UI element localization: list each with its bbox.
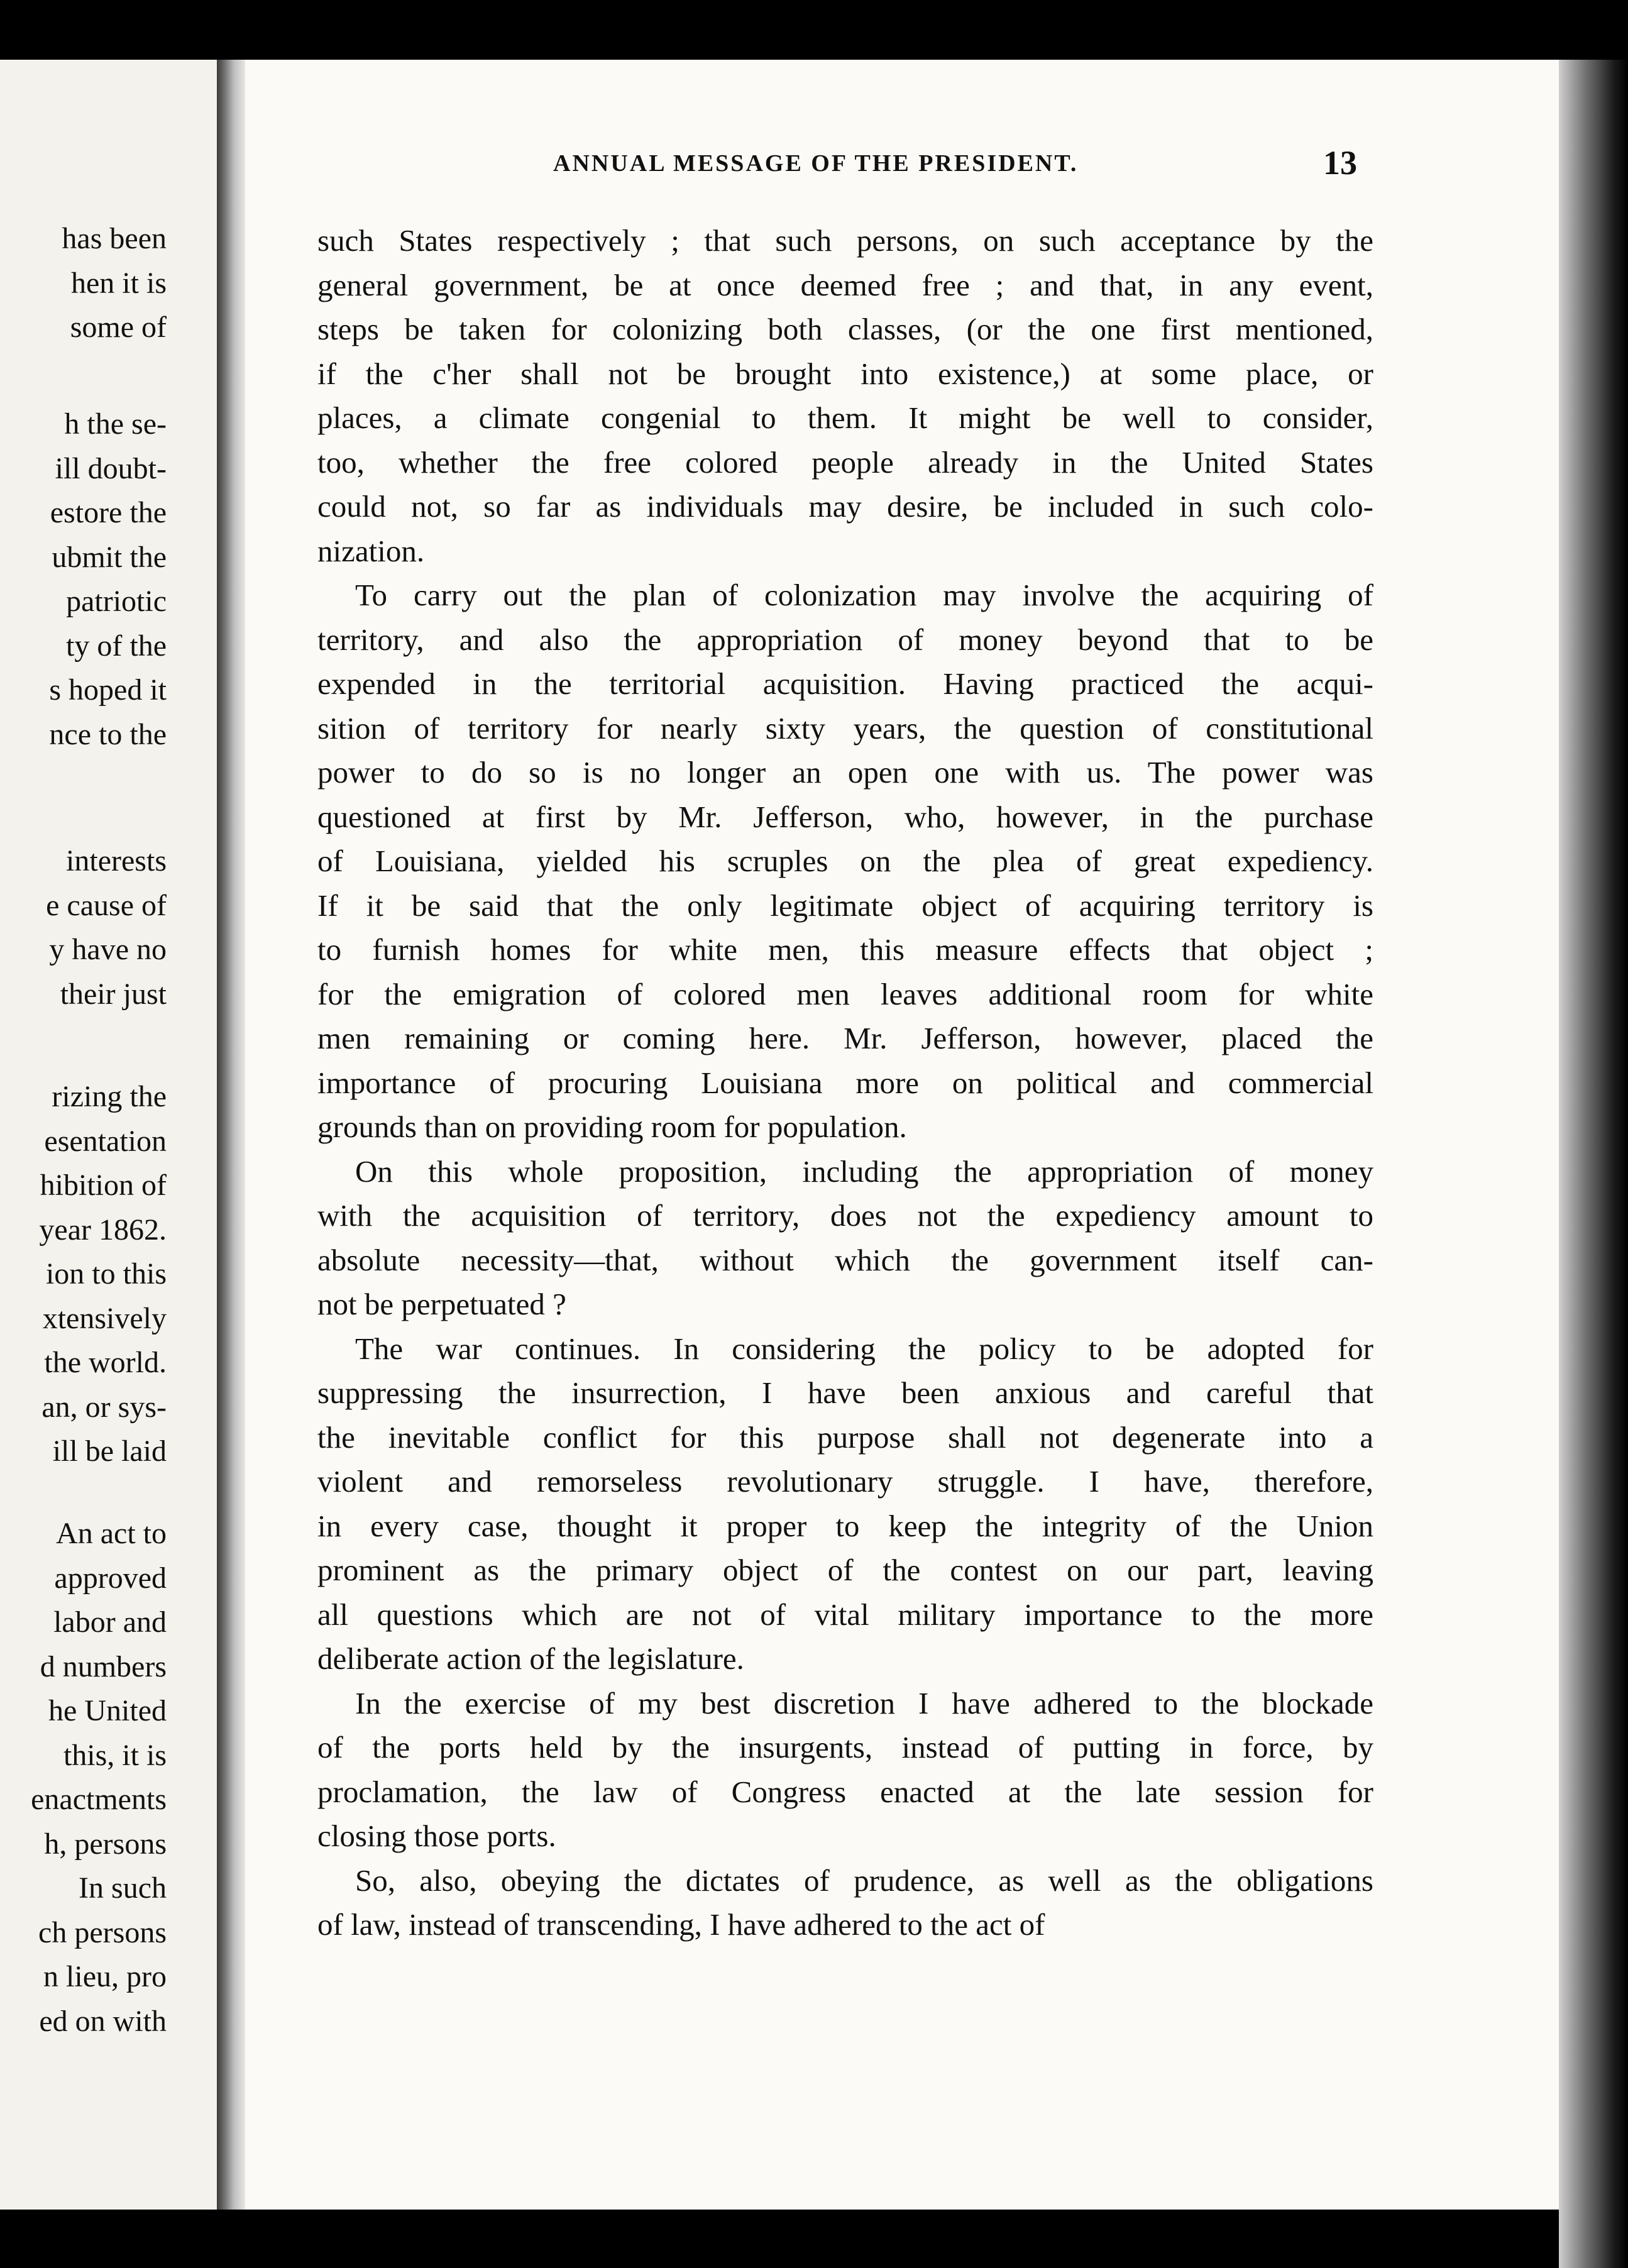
facing-page-line: ill be laid <box>52 1434 167 1468</box>
paragraph <box>317 1150 1373 1327</box>
text-line: could not, so far as individuals may desire, be included in such colo- <box>317 489 1373 524</box>
facing-page-line: some of <box>70 311 167 344</box>
paragraph <box>317 1682 1373 1859</box>
text-line: of law, instead of transcending, I have adhered to the act of <box>317 1907 1045 1942</box>
facing-page-line: an, or sys- <box>41 1390 167 1424</box>
facing-page-line: this, it is <box>63 1738 167 1772</box>
text-line: The war continues. In considering the policy to be adopted for <box>355 1331 1373 1366</box>
text-line: steps be taken for colonizing both classes, (or the one first mentioned, <box>317 312 1373 346</box>
text-line: of Louisiana, yielded his scruples on the plea of great expediency. <box>317 844 1373 878</box>
text-line: to furnish homes for white men, this measure effects that object ; <box>317 932 1373 967</box>
body-text <box>317 219 1373 1947</box>
running-head: ANNUAL MESSAGE OF THE PRESIDENT. <box>553 150 1079 177</box>
facing-page-line: In such <box>79 1871 167 1905</box>
text-line: of the ports held by the insurgents, instead of putting in force, by <box>317 1730 1373 1764</box>
paragraph <box>317 573 1373 1150</box>
left-fragment-block-4 <box>39 1075 167 1474</box>
text-line: To carry out the plan of colonization may involve the acquiring of <box>355 578 1373 612</box>
facing-page-line: estore the <box>50 496 167 529</box>
facing-page-line: ed on with <box>39 2004 167 2038</box>
text-line: suppressing the insurrection, I have been anxious and careful that <box>317 1375 1373 1410</box>
book-gutter <box>217 60 245 2210</box>
text-line: grounds than on providing room for population. <box>317 1109 907 1144</box>
facing-page-line: h the se- <box>64 407 167 441</box>
text-line: importance of procuring Louisiana more on political and commercial <box>317 1065 1373 1100</box>
text-line: In the exercise of my best discretion I have adhered to the blockade <box>355 1685 1373 1720</box>
text-line: sition of territory for nearly sixty years, the question of constitutional <box>317 710 1373 746</box>
text-line: such States respectively ; that such persons, on such acceptance by the <box>317 223 1373 258</box>
facing-page-line: enactments <box>31 1783 167 1816</box>
facing-page-line: d numbers <box>40 1649 167 1683</box>
text-line: not be perpetuated ? <box>317 1287 566 1321</box>
facing-page-line: s hoped it <box>49 673 167 707</box>
facing-page-line: ty of the <box>66 629 167 663</box>
text-line: violent and remorseless revolutionary struggle. I have, therefore, <box>317 1464 1373 1499</box>
paragraph <box>317 219 1373 573</box>
facing-page-left <box>0 60 217 2210</box>
text-line: men remaining or coming here. Mr. Jefferson, however, placed the <box>317 1021 1373 1055</box>
facing-page-line: approved <box>54 1561 167 1595</box>
facing-page-line: ubmit the <box>52 540 167 574</box>
text-line: power to do so is no longer an open one with us. The power was <box>317 755 1373 790</box>
facing-page-line: the world. <box>44 1346 167 1379</box>
text-line: closing those ports. <box>317 1819 556 1853</box>
left-fragment-block-5 <box>31 1512 167 2044</box>
left-fragment-block-2 <box>49 402 167 757</box>
text-line: all questions which are not of vital military importance to the more <box>317 1597 1373 1632</box>
text-line: general government, be at once deemed free ; and that, in any event, <box>317 267 1373 302</box>
left-fragment-block-3 <box>46 839 167 1016</box>
text-line: in every case, thought it proper to keep the integrity of the Union <box>317 1508 1373 1543</box>
facing-page-line: ch persons <box>38 1915 167 1949</box>
text-line: nization. <box>317 533 425 568</box>
text-line: absolute necessity—that, without which the government itself can- <box>317 1242 1373 1277</box>
text-line: On this whole proposition, including the appropriation of money <box>355 1153 1373 1189</box>
facing-page-line: h, persons <box>44 1827 167 1861</box>
text-line: proclamation, the law of Congress enacted at the late session for <box>317 1774 1373 1809</box>
facing-page-line: y have no <box>49 933 167 966</box>
facing-page-line: nce to the <box>49 717 167 751</box>
scan-bottom-border <box>0 2210 1559 2268</box>
text-line: the inevitable conflict for this purpose shall not degenerate into a <box>317 1419 1373 1455</box>
facing-page-line: ill doubt- <box>55 451 167 485</box>
facing-page-line: interests <box>66 844 167 878</box>
facing-page-line: xtensively <box>42 1301 167 1335</box>
facing-page-line: has been <box>62 222 167 255</box>
text-line: places, a climate congenial to them. It might be well to consider, <box>317 400 1373 435</box>
text-line: So, also, obeying the dictates of prudence, as well as the obligations <box>355 1863 1373 1898</box>
facing-page-line: year 1862. <box>39 1213 167 1247</box>
text-line: territory, and also the appropriation of money beyond that to be <box>317 622 1373 657</box>
left-fragment-block-1 <box>62 217 167 350</box>
facing-page-line: ion to this <box>45 1257 167 1291</box>
page-number: 13 <box>1323 144 1357 182</box>
text-line: If it be said that the only legitimate object of acquiring territory is <box>317 888 1373 923</box>
text-line: expended in the territorial acquisition. Having practiced the acqui- <box>317 666 1373 701</box>
facing-page-line: labor and <box>53 1605 167 1639</box>
facing-page-line: their just <box>60 977 167 1011</box>
facing-page-line: rizing the <box>52 1080 167 1113</box>
text-line: with the acquisition of territory, does not the expediency amount to <box>317 1198 1373 1233</box>
facing-page-line: e cause of <box>46 888 167 922</box>
facing-page-line: patriotic <box>66 585 167 618</box>
page-edge-shadow <box>1559 60 1628 2268</box>
text-line: questioned at first by Mr. Jefferson, who, however, in the purchase <box>317 799 1373 834</box>
facing-page-line: esentation <box>44 1124 167 1158</box>
facing-page-line: he United <box>48 1694 167 1727</box>
facing-page-line: hen it is <box>71 266 167 300</box>
text-line: prominent as the primary object of the contest on our part, leaving <box>317 1553 1373 1587</box>
facing-page-line: An act to <box>56 1517 167 1550</box>
facing-page-line: hibition of <box>40 1169 167 1202</box>
text-line: too, whether the free colored people already in the United States <box>317 444 1373 480</box>
facing-page-line: n lieu, pro <box>43 1960 167 1993</box>
text-line: deliberate action of the legislature. <box>317 1641 744 1676</box>
text-line: if the c'her shall not be brought into existence,) at some place, or <box>317 356 1373 391</box>
paragraph <box>317 1859 1373 1947</box>
text-line: for the emigration of colored men leaves additional room for white <box>317 976 1373 1011</box>
paragraph <box>317 1327 1373 1682</box>
